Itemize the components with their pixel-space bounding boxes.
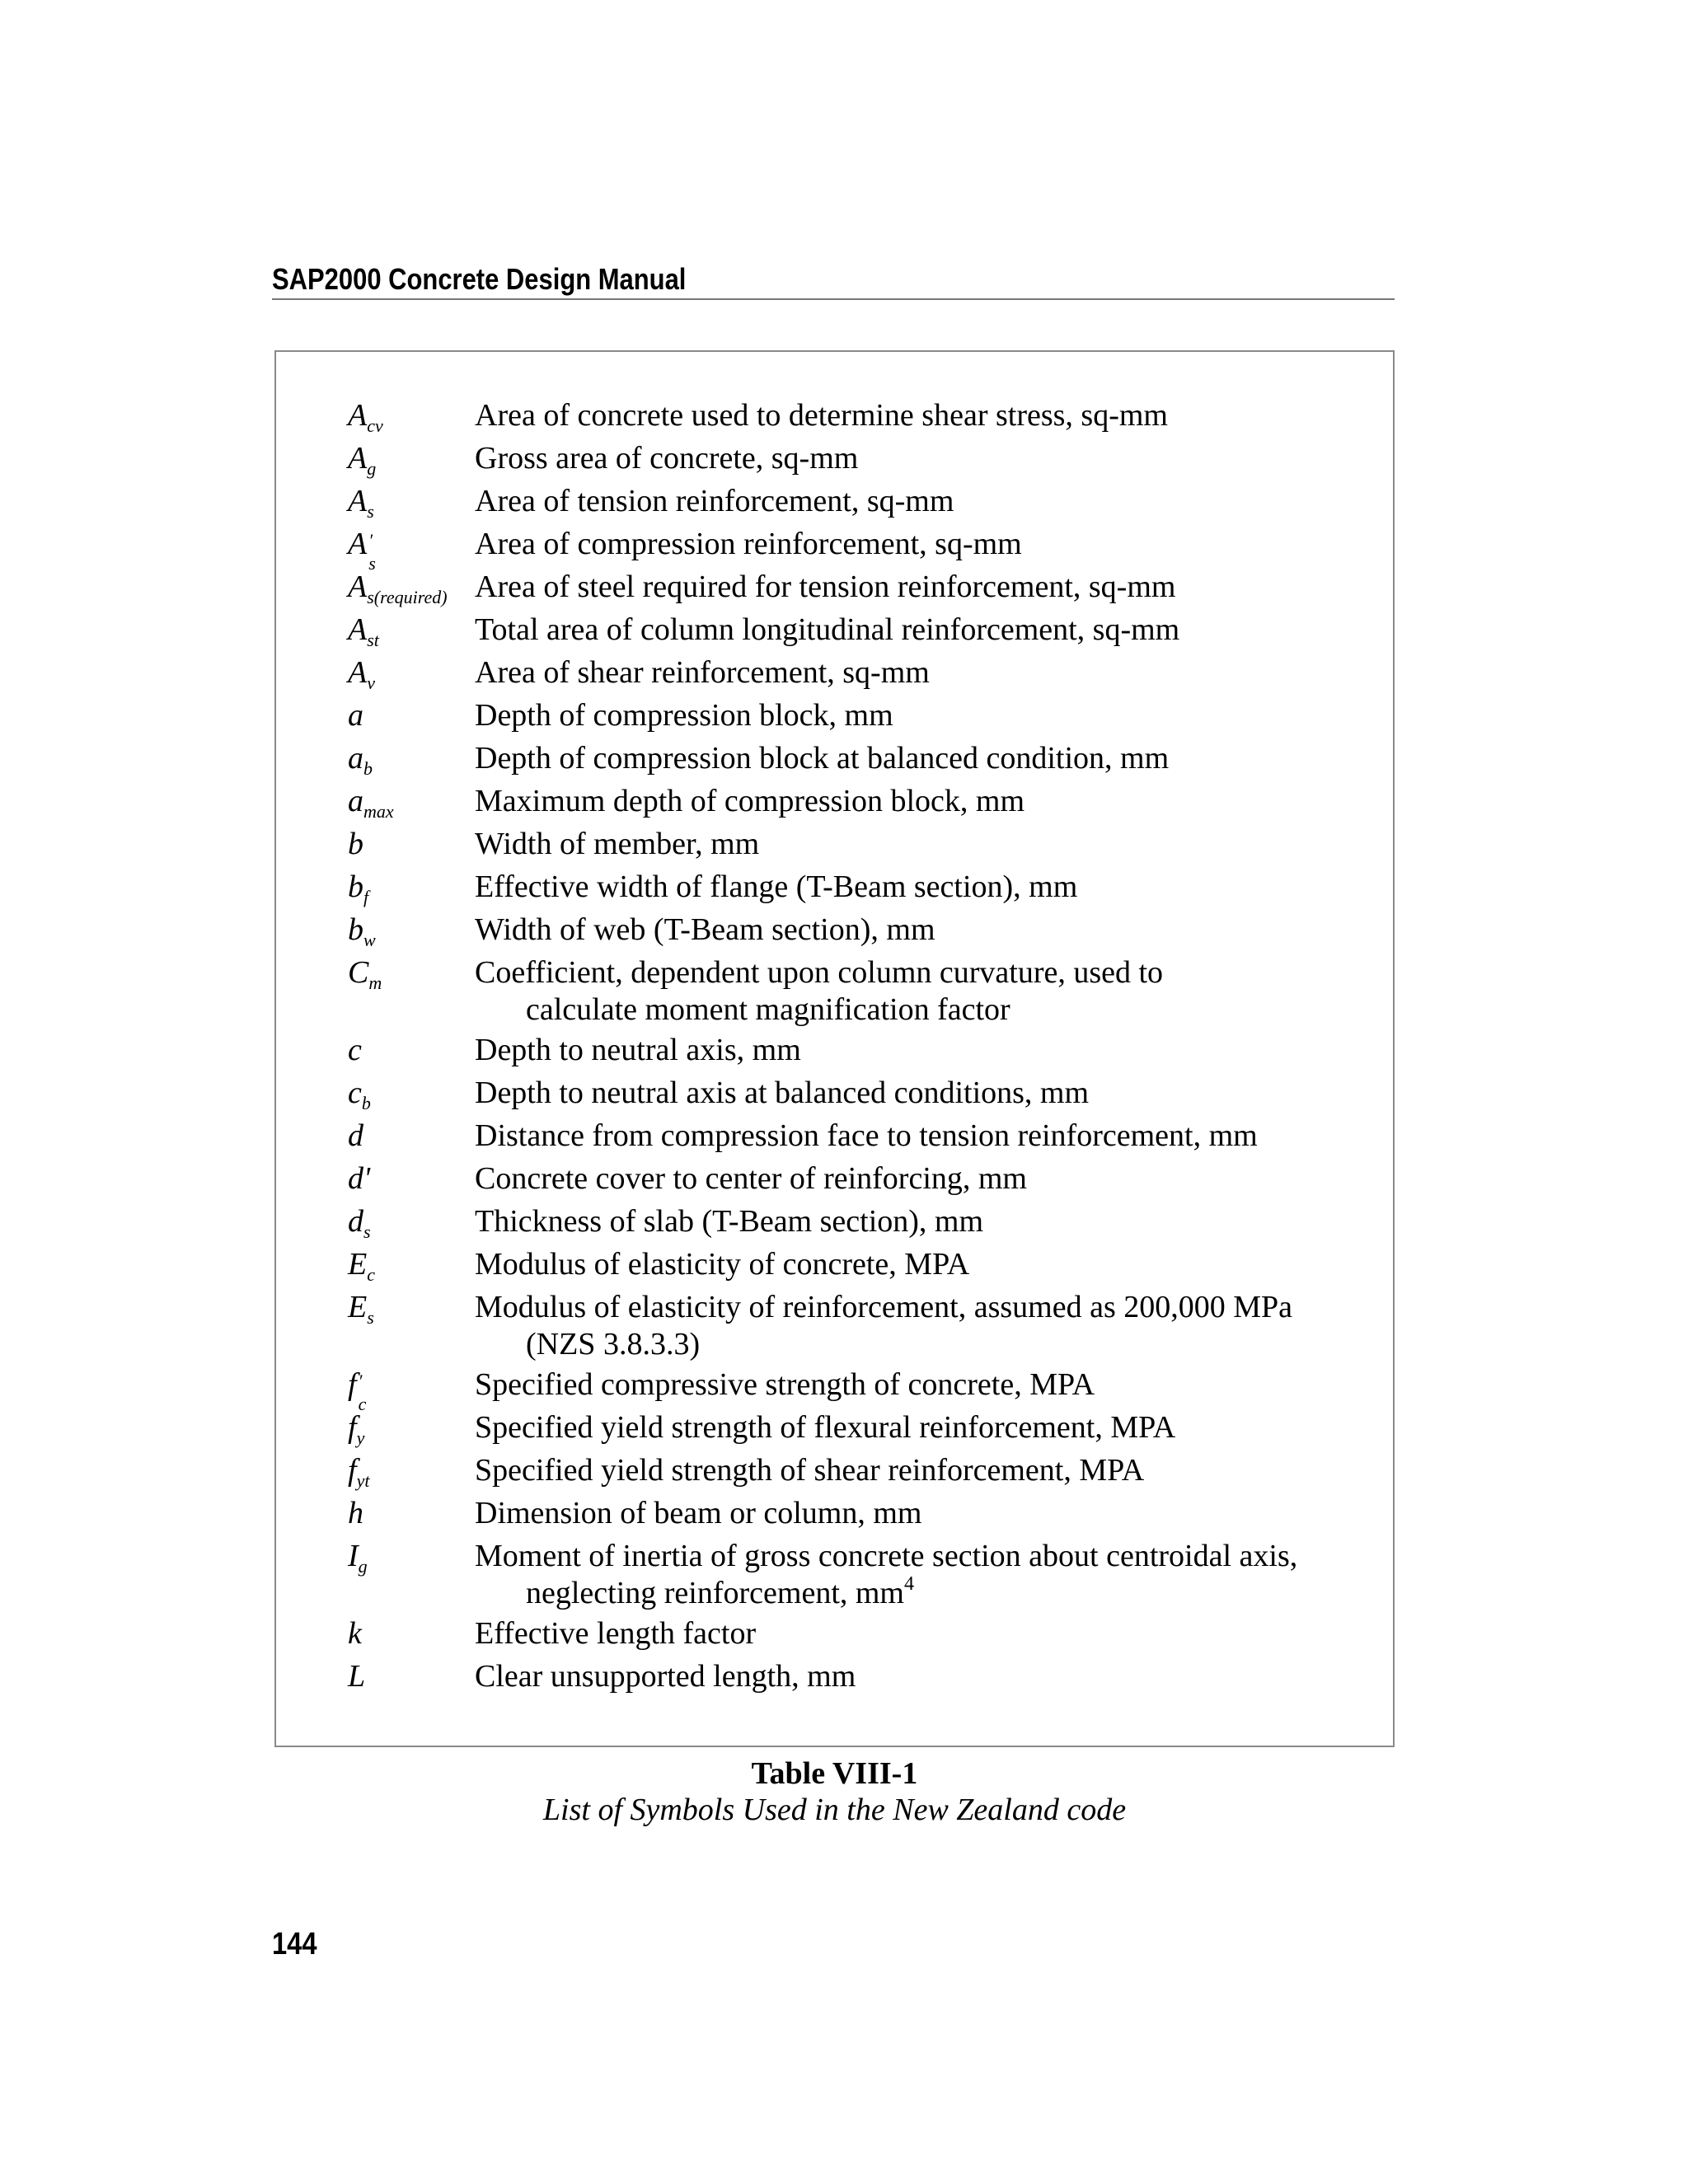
- symbol-base: b: [348, 869, 363, 904]
- description-text: Area of steel required for tension reinforcement, sq-mm: [475, 569, 1176, 604]
- description-text: Coefficient, dependent upon column curvature, used to: [475, 955, 1164, 990]
- symbol-base: a: [348, 784, 363, 818]
- symbol-notation: [348, 951, 475, 1029]
- symbol-description: [475, 394, 1370, 437]
- symbol-base: b: [348, 912, 363, 947]
- symbol-description: [475, 1071, 1370, 1114]
- symbol-subscript: s: [367, 501, 374, 522]
- symbol-notation: [348, 437, 475, 480]
- symbol-notation: [348, 1535, 475, 1612]
- symbol-description: [475, 1243, 1370, 1286]
- symbol-base: f: [348, 1453, 357, 1488]
- symbol-row: [348, 1406, 1370, 1449]
- symbol-description: [475, 694, 1370, 737]
- description-text: Thickness of slab (T-Beam section), mm: [475, 1204, 984, 1239]
- symbol-notation: [348, 1363, 475, 1414]
- symbol-row: [348, 865, 1370, 908]
- symbol-base: a: [348, 698, 363, 733]
- symbol-row: [348, 1029, 1370, 1071]
- symbol-description: [475, 823, 1370, 865]
- symbol-notation: [348, 523, 475, 574]
- symbol-row: [348, 1535, 1370, 1612]
- symbol-notation: [348, 608, 475, 651]
- description-text: Maximum depth of compression block, mm: [475, 784, 1025, 818]
- symbol-notation: [348, 1449, 475, 1492]
- symbol-list: [348, 394, 1370, 1698]
- symbol-row: [348, 437, 1370, 480]
- description-text: Area of compression reinforcement, sq-mm: [475, 527, 1022, 561]
- symbol-row: [348, 394, 1370, 437]
- continuation-text: (NZS 3.8.3.3): [526, 1327, 701, 1361]
- symbol-subscript: s: [367, 1307, 374, 1328]
- symbol-script-stack: [357, 1370, 368, 1414]
- description-text: Width of web (T-Beam section), mm: [475, 912, 935, 947]
- symbol-description: [475, 1535, 1370, 1612]
- symbol-notation: [348, 480, 475, 523]
- symbol-row: [348, 823, 1370, 865]
- description-text: Specified yield strength of flexural reinforcement, MPA: [475, 1410, 1176, 1445]
- symbol-description: [475, 1157, 1370, 1200]
- symbol-base: I: [348, 1539, 359, 1573]
- symbol-notation: [348, 865, 475, 908]
- description-text: Effective length factor: [475, 1616, 757, 1651]
- symbol-description: [475, 1655, 1370, 1698]
- symbol-notation: [348, 565, 475, 608]
- symbol-base: C: [348, 955, 369, 990]
- description-text: Width of member, mm: [475, 827, 760, 861]
- description-text: Effective width of flange (T-Beam section), mm: [475, 869, 1078, 904]
- symbol-description: [475, 1029, 1370, 1071]
- symbol-base: L: [348, 1659, 366, 1694]
- symbol-description: [475, 1449, 1370, 1492]
- symbol-base: b: [348, 827, 363, 861]
- symbol-superscript: ′: [358, 1371, 363, 1391]
- symbol-base: A: [348, 398, 368, 433]
- symbol-subscript: st: [367, 630, 379, 650]
- description-text: Moment of inertia of gross concrete section about centroidal axis,: [475, 1539, 1298, 1573]
- symbol-row: [348, 1157, 1370, 1200]
- symbol-notation: [348, 651, 475, 694]
- symbol-notation: [348, 737, 475, 780]
- running-header: SAP2000 Concrete Design Manual: [272, 262, 687, 296]
- symbol-description: [475, 951, 1370, 1029]
- symbol-notation: [348, 1655, 475, 1698]
- symbol-base: A: [348, 527, 368, 561]
- symbol-superscript: ′: [368, 530, 373, 551]
- symbol-notation: [348, 1406, 475, 1449]
- symbol-base: d: [348, 1204, 363, 1239]
- description-text: Clear unsupported length, mm: [475, 1659, 856, 1694]
- symbol-base: h: [348, 1496, 363, 1530]
- symbol-base: a: [348, 741, 363, 776]
- symbol-row: [348, 1071, 1370, 1114]
- page-number: 144: [272, 1927, 317, 1961]
- symbol-subscript: s: [363, 1221, 371, 1242]
- symbol-notation: [348, 1612, 475, 1655]
- symbol-description: [475, 1363, 1370, 1406]
- symbol-notation: [348, 1071, 475, 1114]
- description-continuation: [475, 991, 1370, 1029]
- symbol-description: [475, 651, 1370, 694]
- description-text: Specified compressive strength of concrete, MPA: [475, 1367, 1095, 1402]
- symbol-notation: [348, 908, 475, 951]
- symbol-description: [475, 1492, 1370, 1535]
- description-continuation: [475, 1574, 1370, 1612]
- continuation-text: calculate moment magnification factor: [526, 992, 1010, 1027]
- symbol-description: [475, 908, 1370, 951]
- description-text: Dimension of beam or column, mm: [475, 1496, 922, 1530]
- symbol-row: [348, 651, 1370, 694]
- symbol-base: d: [348, 1118, 363, 1153]
- symbol-base: c: [348, 1033, 362, 1067]
- symbol-notation: [348, 1492, 475, 1535]
- symbol-subscript: v: [367, 673, 375, 693]
- symbol-base: k: [348, 1616, 362, 1651]
- symbol-row: [348, 951, 1370, 1029]
- symbol-subscript: f: [363, 887, 369, 907]
- symbol-notation: [348, 1200, 475, 1243]
- symbol-row: [348, 780, 1370, 823]
- table-caption-subtitle: List of Symbols Used in the New Zealand code: [542, 1793, 1127, 1827]
- symbol-row: [348, 1114, 1370, 1157]
- symbol-subscript: s: [368, 553, 376, 574]
- symbol-subscript: b: [363, 758, 373, 779]
- symbol-description: [475, 480, 1370, 523]
- symbol-row: [348, 1612, 1370, 1655]
- symbol-subscript: yt: [356, 1470, 370, 1491]
- description-text: Area of tension reinforcement, sq-mm: [475, 484, 954, 518]
- symbol-notation: [348, 394, 475, 437]
- symbol-base: A: [348, 441, 368, 476]
- symbol-notation: [348, 1157, 475, 1200]
- symbol-notation: [348, 1286, 475, 1363]
- symbol-base: A: [348, 612, 368, 647]
- description-continuation: [475, 1325, 1370, 1363]
- symbol-subscript: s(required): [367, 587, 448, 607]
- symbol-notation: [348, 1029, 475, 1071]
- symbol-notation: [348, 1243, 475, 1286]
- description-text: Total area of column longitudinal reinforcement, sq-mm: [475, 612, 1180, 647]
- symbol-subscript: w: [363, 930, 376, 950]
- symbol-row: [348, 694, 1370, 737]
- symbol-subscript: y: [356, 1427, 365, 1448]
- description-text: Distance from compression face to tension reinforcement, mm: [475, 1118, 1258, 1153]
- symbol-row: [348, 1449, 1370, 1492]
- symbol-base: A: [348, 569, 368, 604]
- symbol-base: d': [348, 1161, 371, 1196]
- description-text: Modulus of elasticity of reinforcement, assumed as 200,000 MPa: [475, 1290, 1293, 1324]
- symbol-description: [475, 780, 1370, 823]
- symbol-row: [348, 565, 1370, 608]
- header-rule: [272, 298, 1395, 300]
- symbol-description: [475, 737, 1370, 780]
- symbol-notation: [348, 823, 475, 865]
- symbol-subscript: b: [361, 1093, 371, 1113]
- table-caption-title: Table VIII-1: [751, 1756, 918, 1791]
- symbol-base: c: [348, 1076, 362, 1110]
- description-text: Modulus of elasticity of concrete, MPA: [475, 1247, 970, 1282]
- symbol-base: f: [348, 1367, 357, 1402]
- symbol-row: [348, 1286, 1370, 1363]
- symbol-notation: [348, 780, 475, 823]
- symbol-row: [348, 737, 1370, 780]
- symbol-row: [348, 908, 1370, 951]
- symbol-subscript: c: [358, 1394, 367, 1414]
- description-text: Area of shear reinforcement, sq-mm: [475, 655, 930, 690]
- symbol-row: [348, 1243, 1370, 1286]
- symbol-row: [348, 523, 1370, 574]
- description-text: Depth of compression block, mm: [475, 698, 893, 733]
- symbol-subscript: cv: [367, 415, 383, 436]
- symbol-subscript: max: [363, 801, 394, 822]
- symbol-description: [475, 437, 1370, 480]
- symbol-base: A: [348, 655, 368, 690]
- symbol-base: E: [348, 1247, 368, 1282]
- symbol-row: [348, 1492, 1370, 1535]
- description-text: Depth to neutral axis, mm: [475, 1033, 801, 1067]
- symbol-description: [475, 1612, 1370, 1655]
- symbol-row: [348, 480, 1370, 523]
- symbol-description: [475, 1286, 1370, 1363]
- description-text: Gross area of concrete, sq-mm: [475, 441, 859, 476]
- symbol-description: [475, 1200, 1370, 1243]
- symbol-description: [475, 1406, 1370, 1449]
- symbol-row: [348, 1200, 1370, 1243]
- symbol-description: [475, 865, 1370, 908]
- symbol-row: [348, 1655, 1370, 1698]
- description-text: Area of concrete used to determine shear stress, sq-mm: [475, 398, 1168, 433]
- description-text: Concrete cover to center of reinforcing, mm: [475, 1161, 1027, 1196]
- continuation-text: neglecting reinforcement, mm: [526, 1576, 904, 1610]
- symbol-notation: [348, 1114, 475, 1157]
- symbol-subscript: m: [368, 972, 382, 993]
- symbol-description: [475, 1114, 1370, 1157]
- symbol-subscript: c: [367, 1264, 375, 1285]
- symbol-subscript: g: [358, 1556, 368, 1577]
- symbol-base: A: [348, 484, 368, 518]
- symbol-base: f: [348, 1410, 357, 1445]
- symbol-notation: [348, 694, 475, 737]
- description-text: Depth to neutral axis at balanced conditions, mm: [475, 1076, 1090, 1110]
- symbol-description: [475, 608, 1370, 651]
- unit-exponent: 4: [904, 1573, 914, 1595]
- symbol-description: [475, 523, 1370, 565]
- symbol-description: [475, 565, 1370, 608]
- symbol-subscript: g: [367, 458, 377, 479]
- symbol-base: E: [348, 1290, 368, 1324]
- symbol-script-stack: [367, 529, 378, 574]
- description-text: Depth of compression block at balanced condition, mm: [475, 741, 1170, 776]
- symbol-row: [348, 1363, 1370, 1414]
- symbol-row: [348, 608, 1370, 651]
- description-text: Specified yield strength of shear reinforcement, MPA: [475, 1453, 1145, 1488]
